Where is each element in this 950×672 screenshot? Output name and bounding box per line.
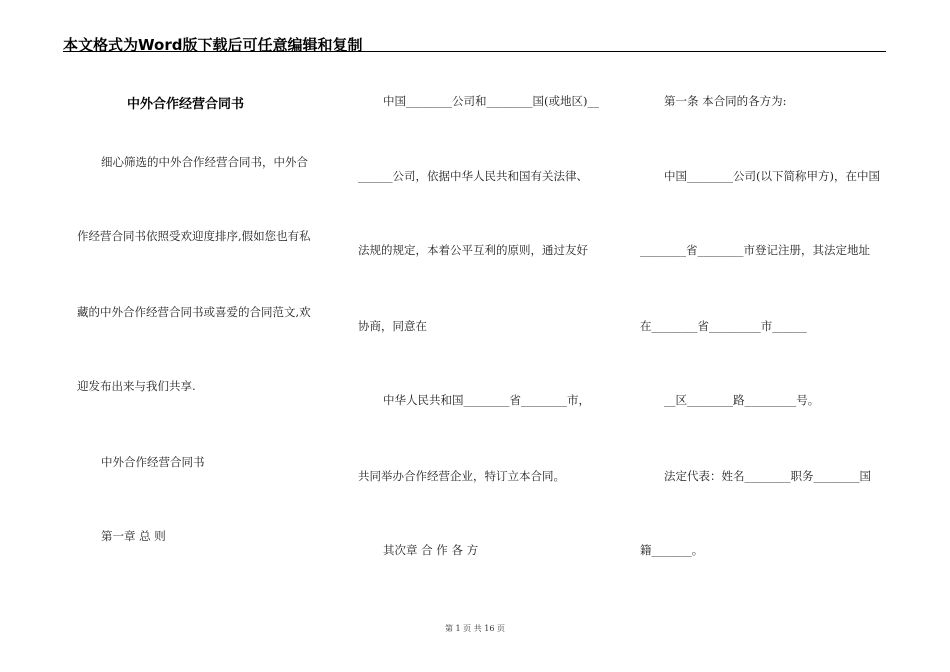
document-title: 中外合作经营合同书 bbox=[127, 97, 245, 112]
chapter-heading: 第一章 总 则 bbox=[101, 529, 166, 543]
body-line: 迎发布出来与我们共享. bbox=[77, 379, 196, 393]
body-line: 共同举办合作经营企业，特订立本合同。 bbox=[358, 469, 565, 483]
body-line: 藏的中外合作经营合同书或喜爱的合同范文,欢 bbox=[77, 305, 311, 319]
document-header: 本文格式为Word版下载后可任意编辑和复制 bbox=[63, 36, 363, 54]
body-line: ______公司，依据中华人民共和国有关法律、 bbox=[358, 169, 588, 183]
body-line: 协商，同意在 bbox=[358, 319, 427, 333]
article-heading: 第一条 本合同的各方为: bbox=[664, 94, 787, 108]
body-line: 中国________公司和________国(或地区)__ bbox=[383, 94, 599, 108]
section-heading: 中外合作经营合同书 bbox=[101, 455, 205, 469]
body-line: ________省________市登记注册，其法定地址 bbox=[640, 243, 870, 257]
header-divider bbox=[63, 51, 886, 52]
body-line: 作经营合同书依照受欢迎度排序,假如您也有私 bbox=[77, 229, 311, 243]
chapter-heading: 其次章 合 作 各 方 bbox=[383, 543, 479, 557]
body-line: 籍_______。 bbox=[640, 543, 704, 557]
body-line: 法规的规定，本着公平互利的原则，通过友好 bbox=[358, 243, 588, 257]
body-line: 细心筛选的中外合作经营合同书，中外合 bbox=[101, 155, 308, 169]
body-line: 在________省_________市______ bbox=[640, 319, 807, 333]
body-line: __区________路_________号。 bbox=[664, 393, 820, 407]
body-line: 法定代表：姓名________职务________国 bbox=[664, 469, 871, 483]
body-line: 中国________公司(以下简称甲方)，在中国 bbox=[664, 169, 880, 183]
body-line: 中华人民共和国________省________市， bbox=[383, 393, 590, 407]
page-number-footer: 第 1 页 共 16 页 bbox=[445, 624, 505, 633]
